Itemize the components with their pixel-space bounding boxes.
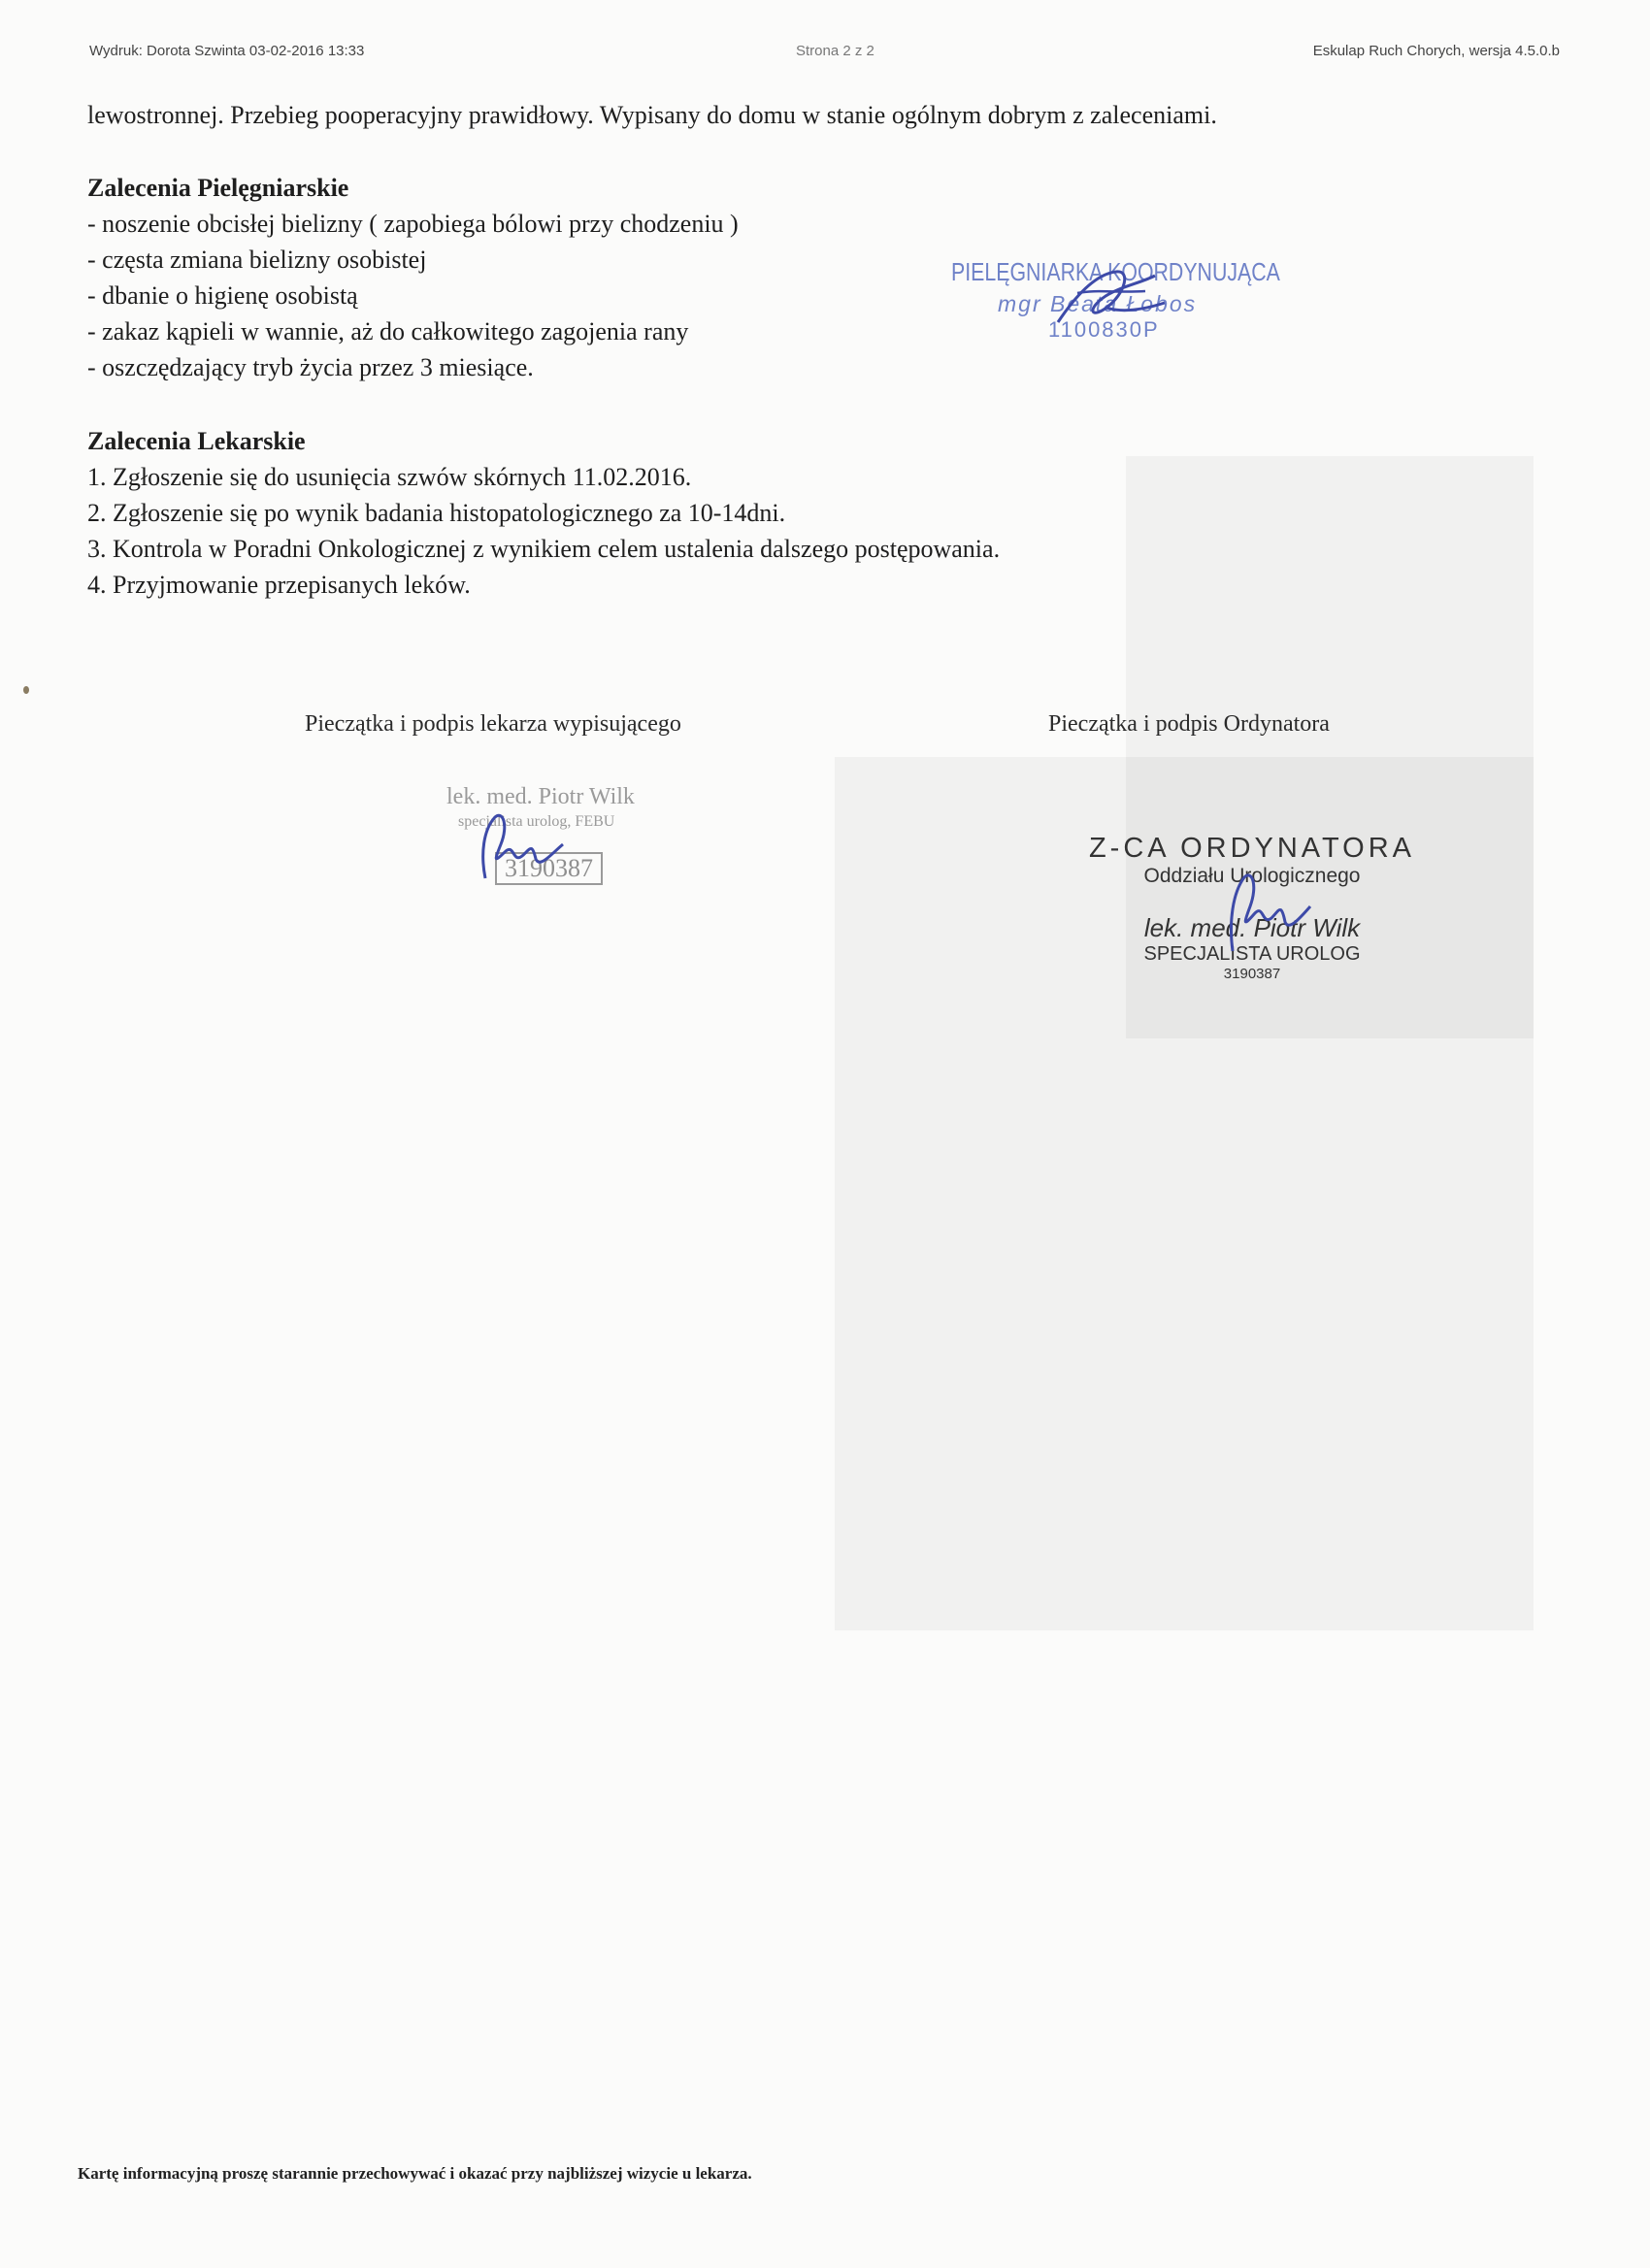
discharge-summary-line	[87, 97, 1217, 133]
page-number: Strona 2 z 2	[796, 43, 874, 59]
footer-note: Kartę informacyjną proszę starannie przechowywać i okazać przy najbliższej wizycie u lekarza.	[78, 2164, 752, 2183]
head-physician-name: lek. med. Piotr Wilk	[1143, 913, 1361, 942]
nurse-signature	[1048, 254, 1174, 342]
nursing-recommendations	[87, 170, 739, 385]
medical-item: 1. Zgłoszenie się do usunięcia szwów skórnych 11.02.2016.	[87, 463, 692, 491]
discharging-doctor-signature	[466, 805, 573, 893]
head-physician-number: 3190387	[1223, 966, 1281, 982]
medical-item: 3. Kontrola w Poradni Onkologicznej z wynikiem celem ustalenia dalszego postępowania.	[87, 535, 1001, 563]
medical-recommendations	[87, 423, 1000, 603]
printout-info: Wydruk: Dorota Szwinta 03-02-2016 13:33	[89, 43, 365, 59]
medical-heading: Zalecenia Lekarskie	[87, 427, 306, 455]
nursing-heading: Zalecenia Pielęgniarskie	[87, 174, 349, 202]
nursing-item: - częsta zmiana bielizny osobistej	[87, 246, 427, 274]
doctor-stamp-name: lek. med. Piotr Wilk	[446, 784, 635, 809]
nursing-item: - zakaz kąpieli w wannie, aż do całkowitego zagojenia rany	[87, 317, 689, 345]
discharge-summary-text: lewostronnej. Przebieg pooperacyjny prawidłowy. Wypisany do domu w stanie ogólnym dobrym z zaleceniami.	[87, 101, 1217, 129]
department-name: Oddziału Urologicznego	[1143, 865, 1361, 887]
medical-item: 4. Przyjmowanie przepisanych leków.	[87, 571, 471, 599]
doctor-stamp-number: 3190387	[495, 852, 603, 885]
nursing-item: - oszczędzający tryb życia przez 3 miesiące.	[87, 353, 534, 381]
nurse-stamp-name: mgr Beata Łobos	[998, 291, 1198, 316]
nursing-item: - dbanie o higienę osobistą	[87, 281, 358, 310]
nurse-stamp-number: 1100830P	[1048, 317, 1160, 342]
medical-item: 2. Zgłoszenie się po wynik badania histopatologicznego za 10-14dni.	[87, 499, 786, 527]
head-physician-signature	[1213, 864, 1320, 961]
head-physician-specialty: SPECJALISTA UROLOG	[1143, 943, 1361, 965]
deputy-head-title: Z-CA ORDYNATORA	[1088, 833, 1416, 864]
nursing-item: - noszenie obcisłej bielizny ( zapobiega bólowi przy chodzeniu )	[87, 210, 739, 238]
nurse-stamp-title: PIELĘGNIARKA KOORDYNUJĄCA	[951, 257, 1280, 286]
doctor-stamp-specialty: specjalista urolog, FEBU	[458, 813, 615, 830]
software-version: Eskulap Ruch Chorych, wersja 4.5.0.b	[1312, 43, 1560, 59]
paper-speck	[23, 686, 29, 694]
discharging-doctor-label: Pieczątka i podpis lekarza wypisującego	[305, 711, 681, 737]
head-physician-label: Pieczątka i podpis Ordynatora	[1048, 711, 1330, 737]
